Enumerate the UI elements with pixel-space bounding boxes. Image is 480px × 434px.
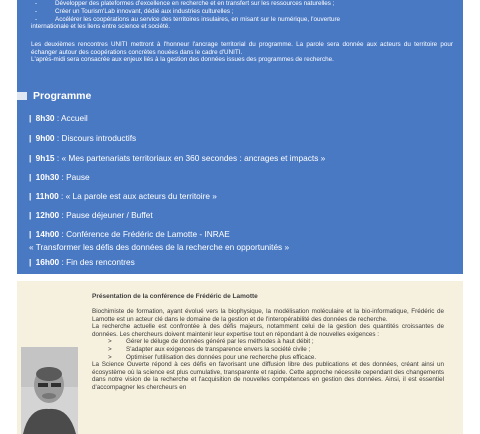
bullet-mark: > (108, 345, 112, 353)
programme-time: 8h30 (35, 113, 55, 123)
bullet-mark: - (35, 15, 38, 23)
speaker-photo (21, 347, 78, 434)
programme-label: : Pause déjeuner / Buffet (61, 210, 153, 220)
heading-marker (17, 92, 27, 100)
programme-time: 16h00 (35, 257, 60, 267)
programme-time: 10h30 (35, 172, 60, 182)
programme-item (29, 257, 135, 267)
bullet-text: Accélérer les coopérations au service des territoires insulaires, en misant sur le numérique, l'ouverture (55, 15, 341, 23)
programme-item (29, 229, 230, 239)
separator: | (29, 257, 32, 267)
intro-paragraph: Les deuxièmes rencontres UNITI mettront à l'honneur l'ancrage territorial du programme. La parole sera donnée aux acteurs du territoire pour échanger autour des coopérations concrètes nouées dans le cadre d'UNITI. (31, 41, 453, 56)
list-item (31, 8, 457, 16)
list-item (31, 16, 457, 24)
programme-label: : Fin des rencontres (61, 257, 135, 267)
separator: | (29, 133, 32, 143)
paragraph: La Science Ouverte répond à ces défis en favorisant une diffusion libre des publications et des données, créant ainsi un écosystème où la science est plus cumulative, transparente et rapide. Cette approche nécessite cependant des changements dans notre vision de la recherche et l'acquisition de nouvelles compétences en gestion des données. Ainsi, il est essentiel d'accompagner les chercheurs en (92, 361, 444, 391)
list-item (31, 0, 457, 8)
objectives-list (31, 0, 457, 31)
speaker-portrait-icon (21, 347, 78, 434)
programme-title: Programme (33, 90, 92, 102)
programme-label: : Pause (61, 172, 90, 182)
programme-label: : « La parole est aux acteurs du territoire » (61, 191, 217, 201)
programme-item (29, 242, 289, 252)
intro-text (31, 41, 453, 64)
separator: | (29, 210, 32, 220)
programme-time: 11h00 (35, 191, 59, 201)
separator: | (29, 113, 32, 123)
programme-time: 9h00 (35, 133, 55, 143)
separator: | (29, 191, 32, 201)
programme-time: 9h15 (35, 153, 55, 163)
paragraph: La recherche actuelle est confrontée à des défis majeurs, notamment celui de la gestion des quantités croissantes de données. Les chercheurs doivent maintenir leur expertise tout en répondant à de nouvelles exigences : (92, 323, 444, 338)
list-text: S'adapter aux exigences de transparence envers la société civile ; (126, 345, 311, 353)
list-item (92, 338, 444, 346)
separator: | (29, 153, 32, 163)
programme-item (29, 153, 325, 163)
separator: | (29, 229, 32, 239)
bullet-mark: > (108, 338, 112, 346)
programme-item (29, 113, 88, 123)
programme-label: : « Mes partenariats territoriaux en 360 secondes : ancrages et impacts » (56, 153, 326, 163)
blue-panel (17, 0, 463, 274)
programme-label: : Accueil (56, 113, 88, 123)
bullet-text-continued: internationale et les liens entre science et société. (31, 23, 170, 31)
intro-paragraph: L'après-midi sera consacrée aux enjeux liés à la gestion des données issues des programmes de recherche. (31, 56, 334, 64)
separator: | (29, 172, 32, 182)
paragraph: Biochimiste de formation, ayant évolué vers la biophysique, la modélisation moléculaire et la bio-informatique, Frédéric de Lamotte est un acteur clé dans le domaine de la gestion et de l'interopérabilité des données de recherche. (92, 308, 444, 323)
programme-time: 14h00 (35, 229, 60, 239)
programme-item (29, 191, 217, 201)
bullet-text: Développer des plateformes d'excellence en recherche et en transfert sur les ressources naturelles ; (55, 0, 335, 7)
programme-label: « Transformer les défis des données de la recherche en opportunités » (29, 242, 290, 252)
programme-time: 12h00 (35, 210, 60, 220)
conference-description (92, 308, 444, 392)
bullet-mark: - (35, 0, 38, 7)
programme-item (29, 172, 90, 182)
programme-label: : Conférence de Frédéric de Lamotte - INRAE (61, 229, 230, 239)
bullet-text: Créer un Tourism'Lab innovant, dédié aux industries culturelles ; (55, 7, 234, 15)
programme-item (29, 210, 153, 220)
list-item (92, 346, 444, 354)
list-item (92, 354, 444, 362)
bullet-mark: - (35, 7, 38, 15)
bullet-mark: > (108, 353, 112, 361)
conference-title: Présentation de la conférence de Frédéric de Lamotte (92, 293, 258, 300)
programme-heading (17, 90, 91, 102)
programme-item (29, 133, 136, 143)
list-text: Gérer le déluge de données généré par les méthodes à haut débit ; (126, 338, 314, 346)
programme-label: : Discours introductifs (56, 133, 137, 143)
list-text: Optimiser l'utilisation des données pour une recherche plus efficace. (126, 353, 317, 361)
